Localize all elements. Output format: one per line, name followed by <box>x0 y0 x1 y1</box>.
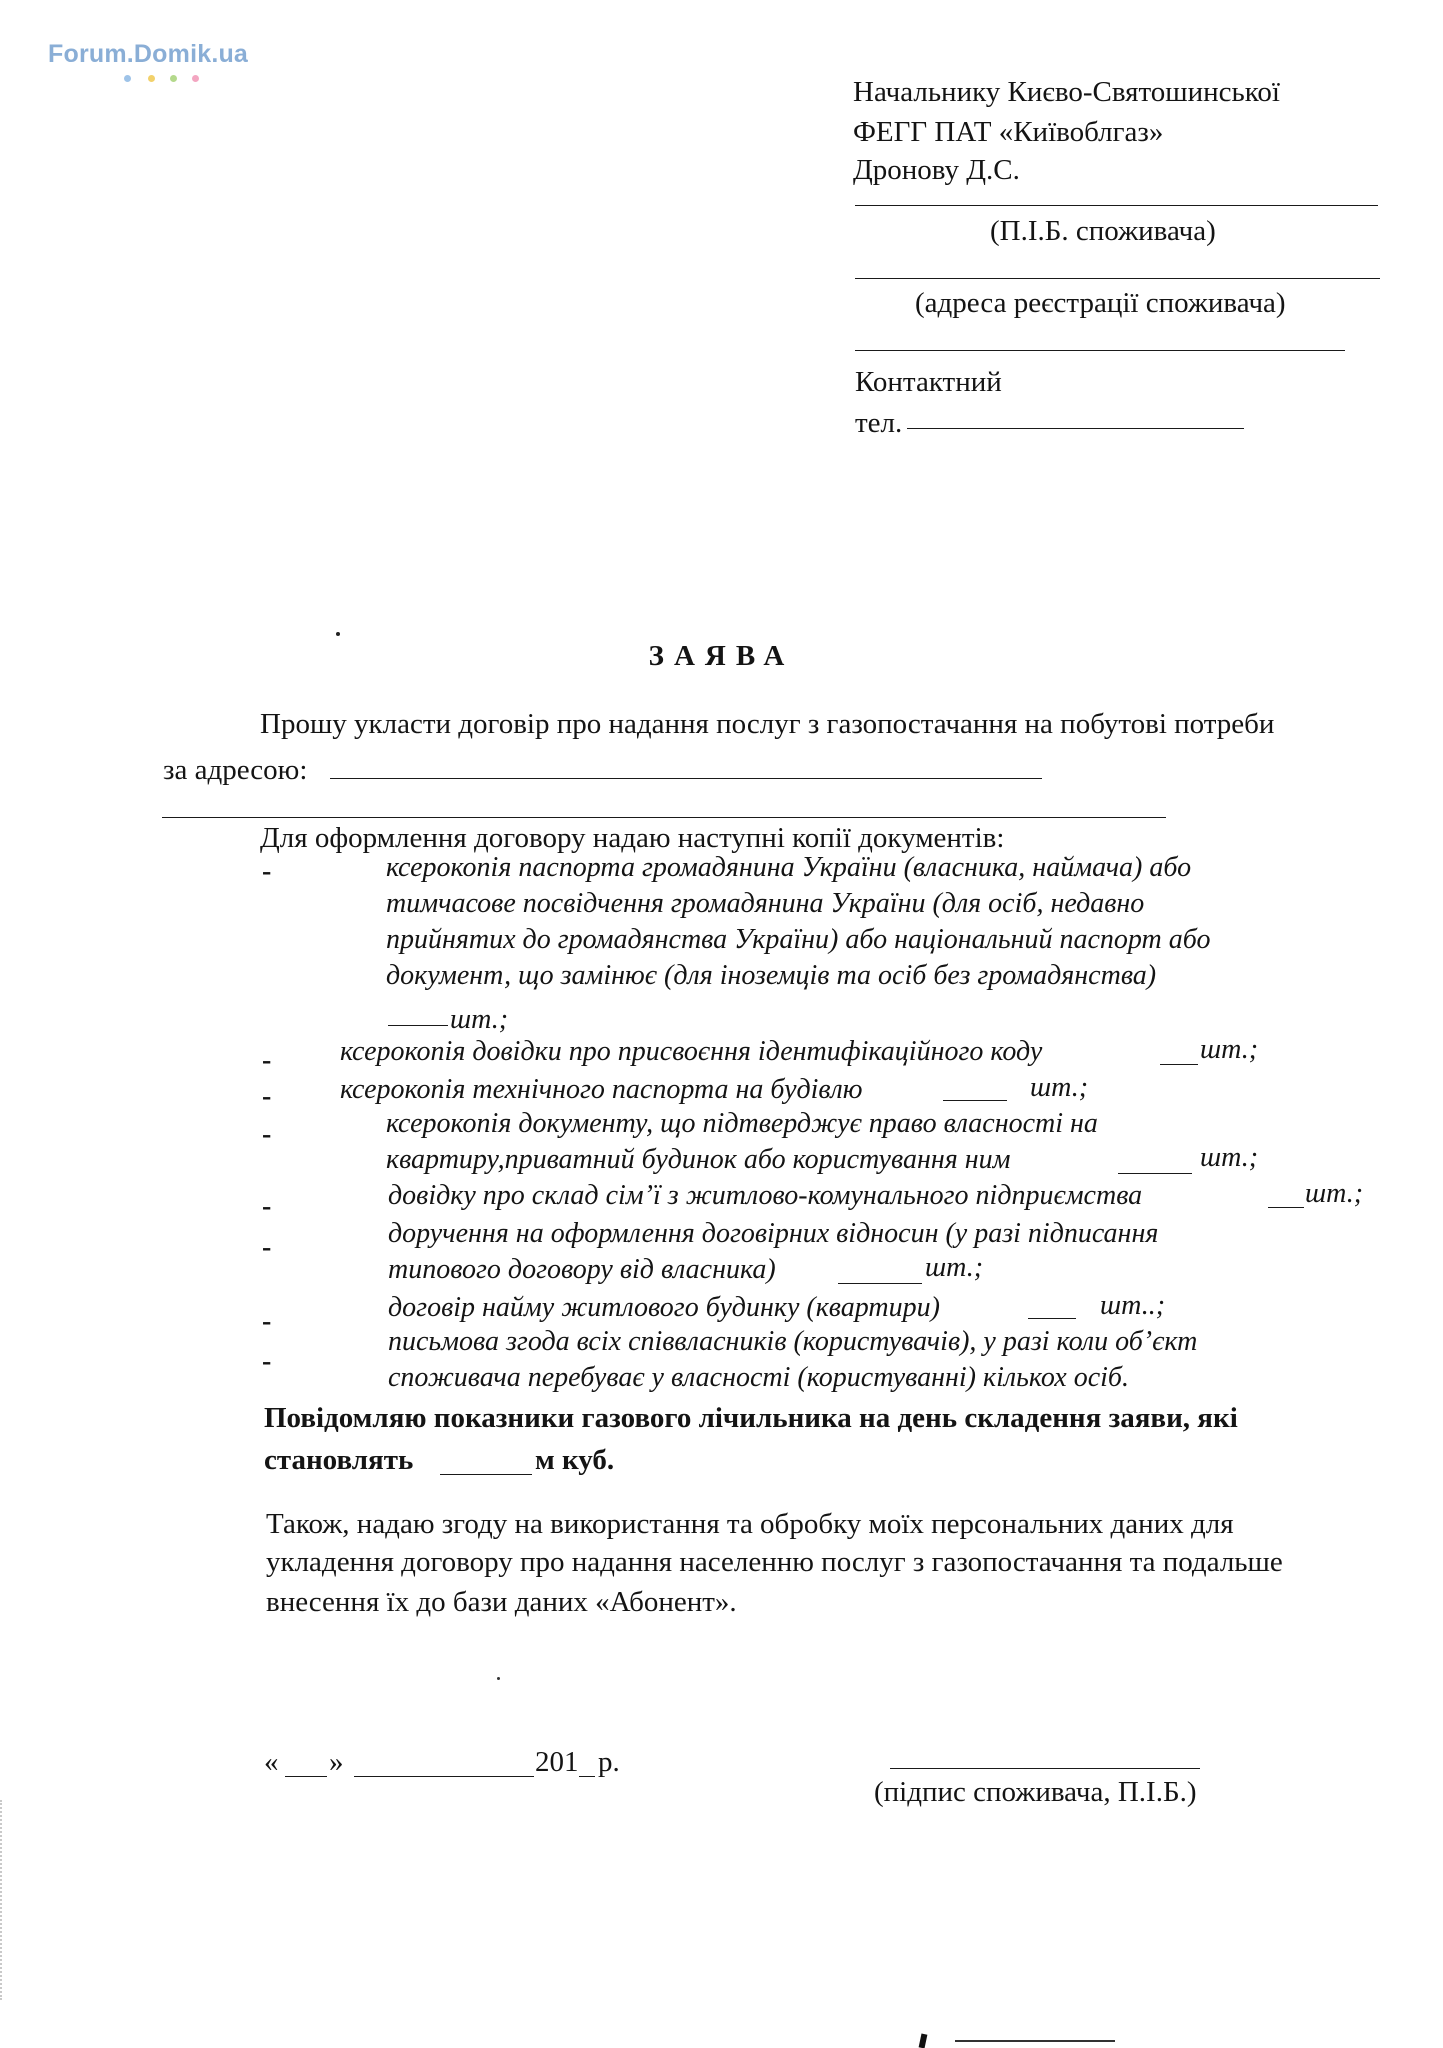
bullet: - <box>262 856 272 887</box>
item-ownership-line-1: ксерокопія документу, що підтверджує право власності на <box>386 1108 1098 1139</box>
item-tax-code: ксерокопія довідки про присвоєння ідентифікаційного коду <box>340 1036 1043 1067</box>
item-tech-passport-unit: шт.; <box>1030 1072 1089 1103</box>
consumer-address-caption: (адреса реєстрації споживача) <box>915 287 1286 319</box>
item-consent-line-1: письмова згода всіх співвласників (користувачів), у разі коли об’єкт <box>388 1326 1198 1357</box>
consumer-name-line[interactable] <box>855 205 1378 206</box>
item-proxy-line-1: доручення на оформлення договірних відносин (у разі підписання <box>388 1218 1159 1249</box>
bullet: - <box>262 1306 272 1337</box>
date-quote-close: » <box>329 1746 344 1778</box>
watermark-logo: Forum.Domik.ua <box>48 40 249 68</box>
item-passport-line-4: документ, що замінює (для іноземців та осіб без громадянства) <box>386 960 1157 991</box>
consent-line-3: внесення їх до бази даних «Абонент». <box>266 1586 737 1618</box>
addressee-line-3: Дронову Д.С. <box>853 154 1020 186</box>
address-field-line[interactable] <box>330 778 1042 779</box>
date-day-line[interactable] <box>285 1776 327 1777</box>
item-family-unit: шт.; <box>1305 1178 1364 1209</box>
document-title: ЗАЯВА <box>648 640 795 672</box>
watermark-dot <box>124 75 131 82</box>
passport-count-line[interactable] <box>388 1025 448 1026</box>
family-count-line[interactable] <box>1268 1207 1304 1208</box>
item-ownership-line-2: квартиру,приватний будинок або користування ним <box>386 1144 1011 1175</box>
item-lease-unit: шт..; <box>1100 1290 1166 1321</box>
phone-line[interactable] <box>907 428 1244 429</box>
bullet: - <box>262 1232 272 1263</box>
meter-line-1: Повідомляю показники газового лічильника на день складення заяви, які <box>264 1402 1238 1434</box>
item-proxy-unit: шт.; <box>925 1252 984 1283</box>
meter-reading-line[interactable] <box>440 1474 532 1475</box>
meter-line-2-unit: м куб. <box>535 1444 615 1476</box>
date-year-suffix: р. <box>598 1746 620 1778</box>
tax-code-count-line[interactable] <box>1160 1064 1198 1065</box>
scan-mark <box>955 2040 1115 2042</box>
item-passport-line-3: прийнятих до громадянства України) або національний паспорт або <box>386 924 1211 955</box>
lease-count-line[interactable] <box>1028 1318 1076 1319</box>
watermark-dot <box>148 75 155 82</box>
item-family: довідку про склад сім’ї з житлово-комунального підприємства <box>388 1180 1143 1211</box>
consumer-address-line-2[interactable] <box>855 350 1345 351</box>
tech-passport-count-line[interactable] <box>943 1100 1007 1101</box>
meter-line-2-label: становлять <box>264 1444 414 1476</box>
scan-speck <box>497 1677 500 1680</box>
item-ownership-unit: шт.; <box>1200 1142 1259 1173</box>
proxy-count-line[interactable] <box>838 1283 922 1284</box>
date-year-line[interactable] <box>579 1776 595 1777</box>
consumer-address-line[interactable] <box>855 278 1380 279</box>
watermark-dot <box>170 75 177 82</box>
watermark-dot <box>192 75 199 82</box>
contact-label: Контактний <box>855 366 1002 398</box>
date-quote-open: « <box>264 1746 279 1778</box>
documents-intro: Для оформлення договору надаю наступні копії документів: <box>260 822 1005 854</box>
address-field-line-2[interactable] <box>162 817 1166 818</box>
date-month-line[interactable] <box>354 1776 534 1777</box>
request-line-2: за адресою: <box>163 754 308 786</box>
bullet: - <box>262 1045 272 1076</box>
addressee-line-1: Начальнику Києво-Святошинської <box>853 76 1280 108</box>
bullet: - <box>262 1346 272 1377</box>
bullet: - <box>262 1191 272 1222</box>
request-line-1: Прошу укласти договір про надання послуг з газопостачання на побутові потреби <box>260 708 1275 740</box>
item-tech-passport: ксерокопія технічного паспорта на будівлю <box>340 1074 863 1105</box>
scan-speck <box>336 632 340 636</box>
bullet: - <box>262 1119 272 1150</box>
item-proxy-line-2: типового договору від власника) <box>388 1254 776 1285</box>
scan-mark <box>919 2034 928 2048</box>
consent-line-2: укладення договору про надання населенню послуг з газопостачання та подальше <box>266 1546 1283 1578</box>
item-tax-code-unit: шт.; <box>1200 1034 1259 1065</box>
addressee-line-2: ФЕГГ ПАТ «Київоблгаз» <box>853 116 1164 148</box>
item-lease: договір найму житлового будинку (квартири) <box>388 1292 940 1323</box>
item-consent-line-2: споживача перебуває у власності (користуванні) кількох осіб. <box>388 1362 1130 1393</box>
item-passport-line-2: тимчасове посвідчення громадянина України (для осіб, недавно <box>386 888 1145 919</box>
date-year: 201 <box>535 1746 579 1778</box>
consent-line-1: Також, надаю згоду на використання та обробку моїх персональних даних для <box>266 1508 1234 1540</box>
bullet: - <box>262 1081 272 1112</box>
consumer-name-caption: (П.І.Б. споживача) <box>990 215 1216 247</box>
scan-edge-mark <box>0 1800 5 2000</box>
item-passport-line-1: ксерокопія паспорта громадянина України (власника, наймача) або <box>386 852 1192 883</box>
signature-caption: (підпис споживача, П.І.Б.) <box>874 1776 1197 1808</box>
phone-label: тел. <box>855 407 903 439</box>
ownership-count-line[interactable] <box>1118 1173 1192 1174</box>
signature-line[interactable] <box>890 1768 1200 1769</box>
item-passport-unit: шт.; <box>450 1004 509 1035</box>
